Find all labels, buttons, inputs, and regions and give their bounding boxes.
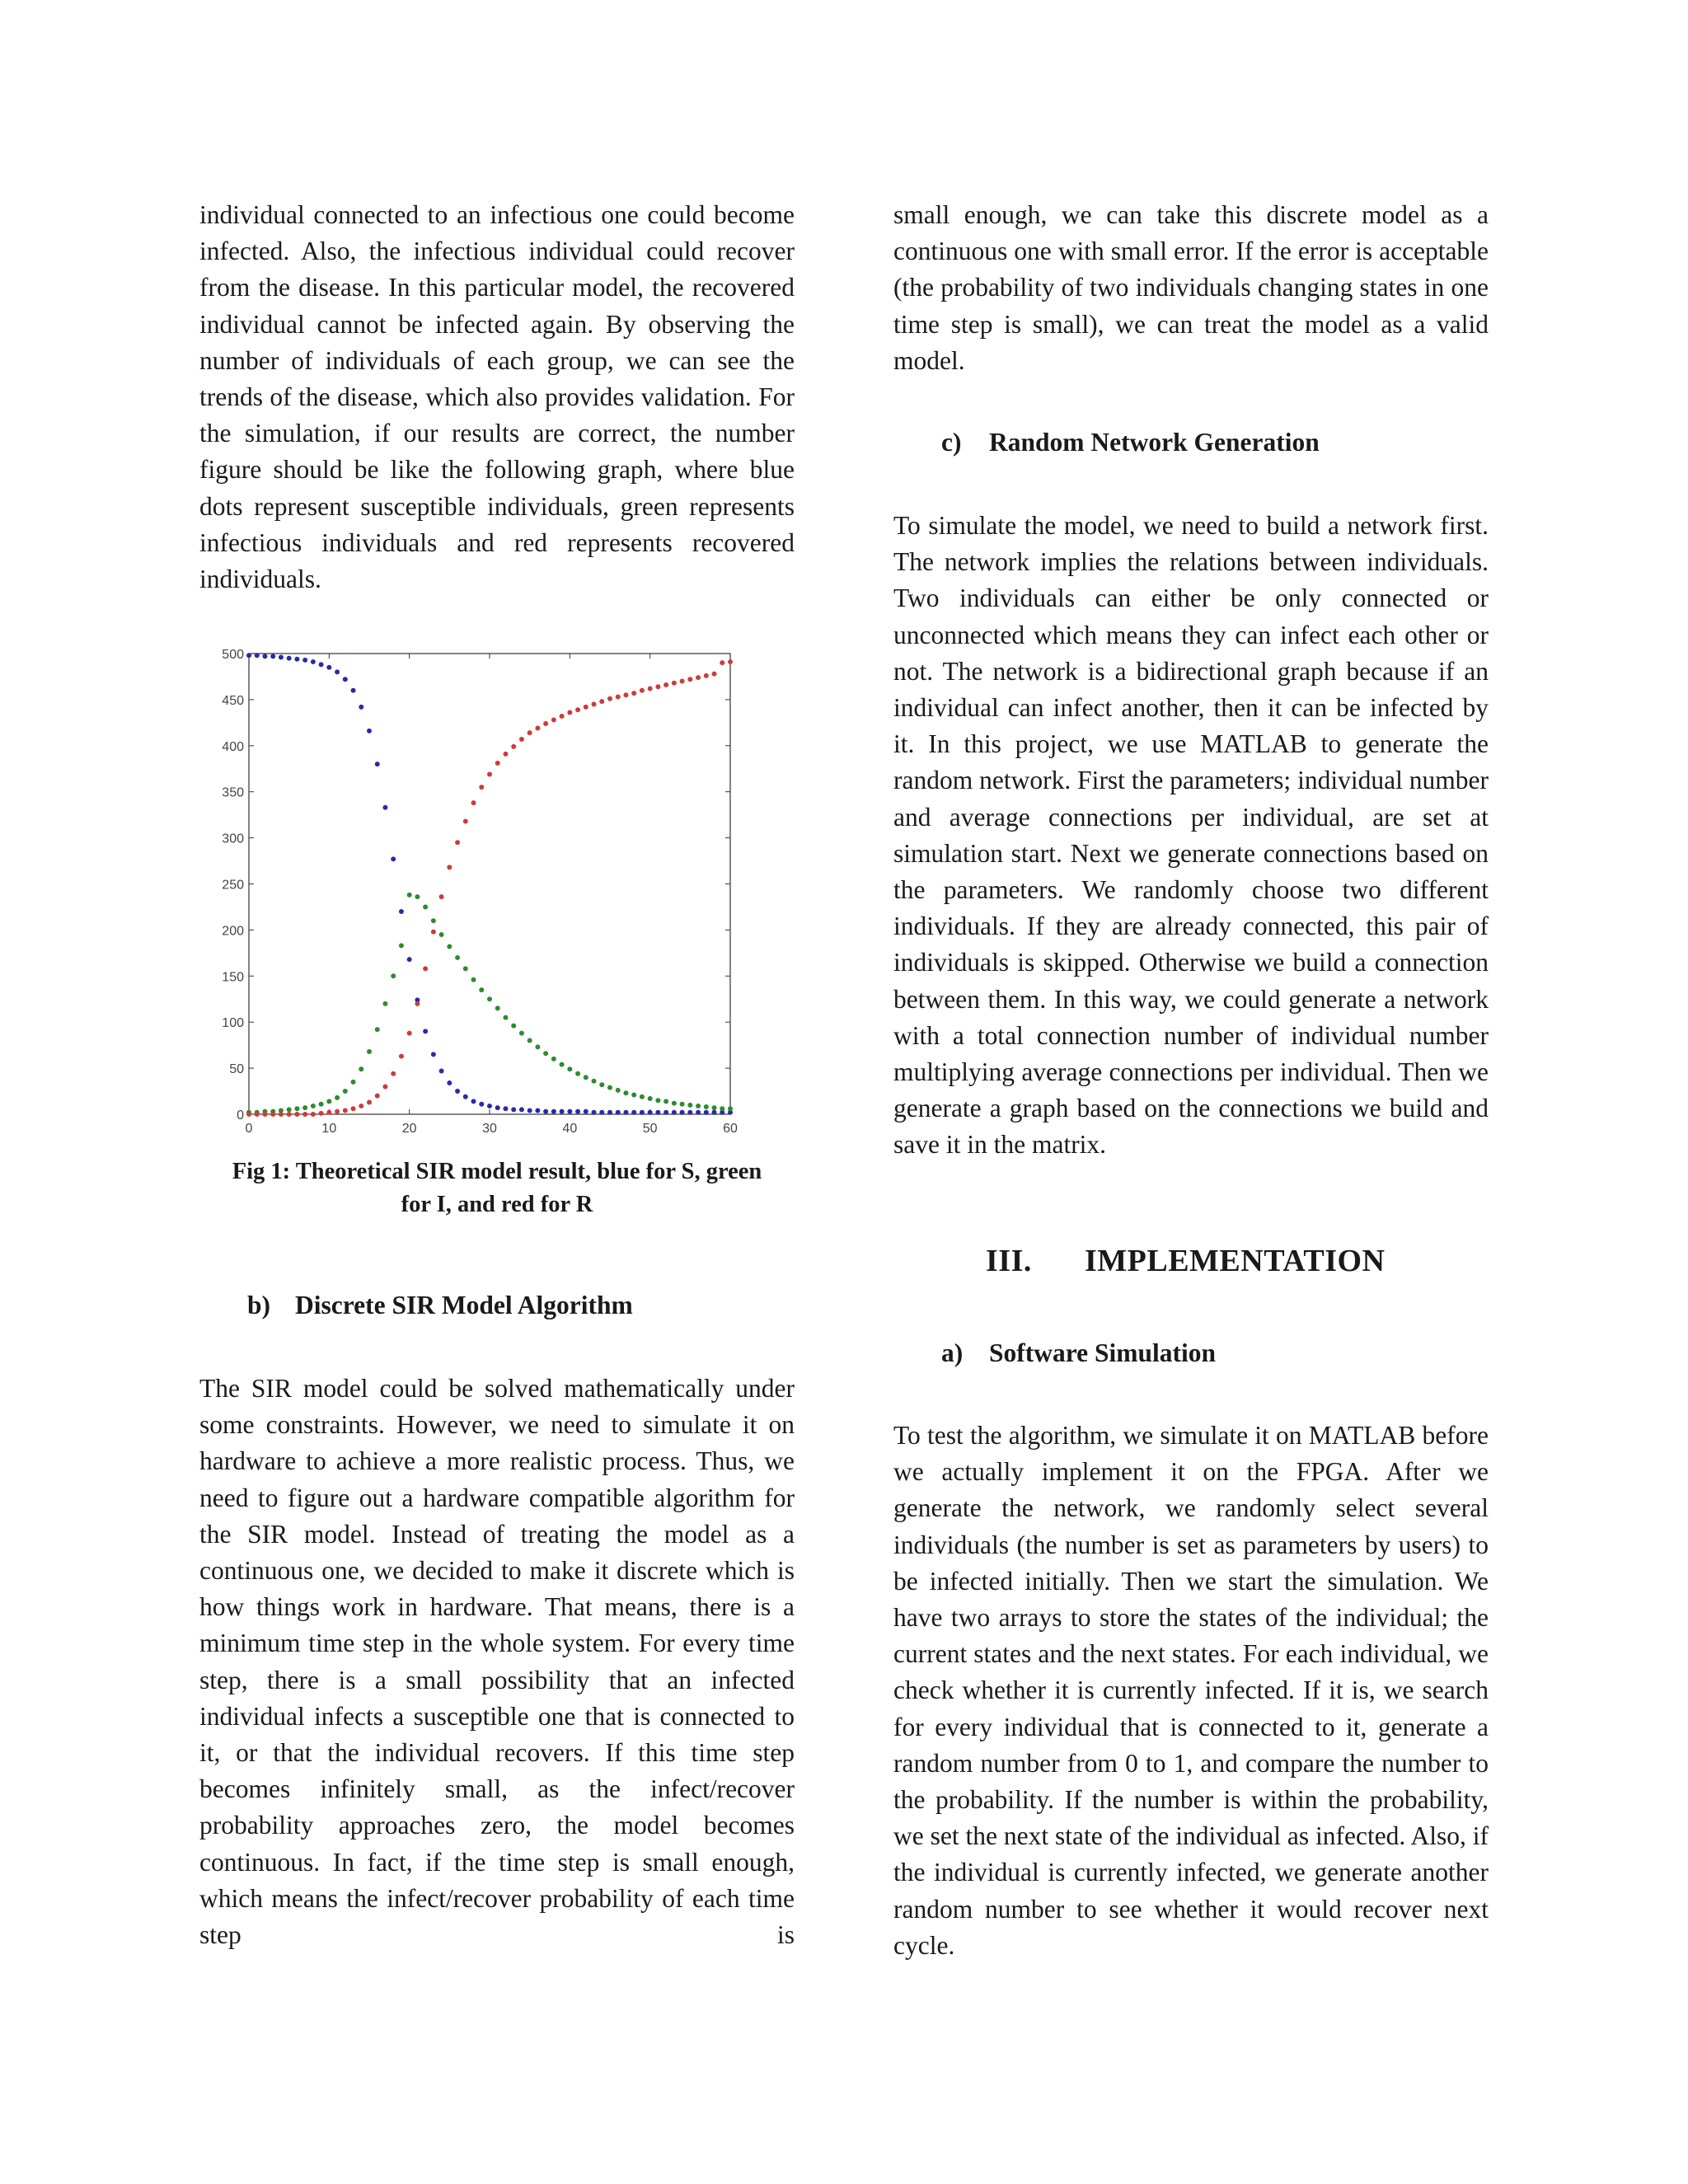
- data-point-i: [535, 1044, 540, 1049]
- y-tick-label: 150: [222, 970, 244, 985]
- data-point-s: [471, 1099, 476, 1104]
- subsection-a-body: [893, 1418, 1489, 1964]
- data-point-i: [607, 1085, 612, 1090]
- figure-caption-line2: for I, and red for R: [401, 1192, 593, 1217]
- data-point-s: [687, 1110, 692, 1115]
- data-point-i: [672, 1101, 677, 1106]
- data-point-r: [648, 686, 653, 691]
- data-point-s: [631, 1110, 636, 1115]
- figure-caption-line1: Fig 1: Theoretical SIR model result, blue for S, green: [232, 1159, 762, 1184]
- data-point-r: [592, 701, 597, 706]
- data-point-i: [415, 894, 420, 899]
- data-point-s: [712, 1110, 717, 1115]
- subsection-b-heading: [199, 1287, 795, 1324]
- x-tick-label: 50: [642, 1122, 658, 1136]
- plot-frame: [249, 654, 730, 1114]
- data-point-i: [447, 944, 452, 949]
- data-point-i: [720, 1106, 724, 1111]
- data-point-i: [326, 1099, 331, 1104]
- data-point-i: [680, 1102, 685, 1107]
- data-point-i: [382, 1001, 387, 1006]
- data-point-r: [535, 726, 540, 731]
- data-point-r: [599, 699, 604, 704]
- data-point-s: [535, 1108, 540, 1113]
- y-tick-label: 350: [222, 785, 244, 800]
- data-point-r: [623, 692, 628, 697]
- data-point-r: [503, 752, 508, 757]
- data-point-i: [584, 1075, 588, 1080]
- data-point-i: [560, 1062, 565, 1067]
- data-point-s: [519, 1107, 524, 1112]
- data-point-s: [560, 1109, 565, 1114]
- data-point-r: [655, 684, 660, 689]
- data-point-r: [326, 1110, 331, 1115]
- data-point-r: [439, 894, 444, 899]
- data-point-s: [607, 1110, 612, 1115]
- data-point-s: [391, 856, 396, 861]
- subsection-c-label: c): [941, 428, 962, 457]
- y-tick-label: 250: [222, 878, 244, 893]
- y-tick-label: 500: [222, 648, 244, 662]
- data-point-r: [511, 744, 516, 749]
- data-point-r: [311, 1112, 316, 1117]
- left-column: [199, 197, 795, 598]
- data-point-r: [687, 677, 692, 682]
- data-point-s: [567, 1109, 572, 1114]
- data-point-i: [471, 977, 476, 982]
- intro-paragraph: individual connected to an infectious one could become infected. Also, the infectious individual could recover from the disease. In this particular model, the recovered individual cannot be infected again. By observing the number of individuals of each group, we can see the trends of the disease, which also provides validation. For the simulation, if our results are correct, the number figure should be like the following graph, where blue dots represent susceptible individuals, green represents infectious individuals and red represents recovered individuals.: [199, 200, 795, 594]
- data-point-r: [455, 840, 460, 845]
- data-point-i: [351, 1080, 356, 1085]
- data-point-i: [528, 1038, 532, 1043]
- data-point-i: [623, 1090, 628, 1095]
- data-point-r: [607, 696, 612, 701]
- data-point-r: [359, 1104, 363, 1108]
- data-point-s: [455, 1089, 460, 1094]
- x-tick-label: 10: [321, 1122, 337, 1136]
- y-tick-label: 450: [222, 693, 244, 708]
- data-point-s: [351, 688, 356, 693]
- subsection-b: [199, 1287, 795, 1324]
- data-point-i: [640, 1094, 645, 1099]
- data-point-s: [407, 957, 412, 962]
- data-point-s: [575, 1109, 580, 1114]
- data-point-s: [439, 1068, 444, 1073]
- data-point-i: [302, 1105, 307, 1110]
- data-point-i: [663, 1099, 668, 1104]
- data-point-s: [319, 662, 324, 667]
- data-point-i: [335, 1095, 340, 1100]
- data-point-i: [712, 1105, 717, 1110]
- data-point-r: [382, 1084, 387, 1089]
- data-point-r: [631, 691, 636, 696]
- data-point-i: [495, 1005, 500, 1010]
- data-point-s: [584, 1109, 588, 1114]
- data-point-s: [262, 654, 267, 658]
- data-point-s: [270, 654, 275, 658]
- data-point-s: [503, 1106, 508, 1111]
- data-point-r: [391, 1071, 396, 1076]
- data-point-s: [599, 1110, 604, 1115]
- data-point-s: [399, 909, 404, 914]
- data-point-r: [560, 714, 565, 719]
- data-point-r: [423, 966, 428, 971]
- data-point-r: [528, 730, 532, 735]
- subsection-c-heading: [893, 424, 1489, 461]
- data-point-i: [479, 987, 484, 992]
- data-point-r: [519, 737, 524, 742]
- data-point-s: [479, 1102, 484, 1107]
- data-point-i: [575, 1071, 580, 1076]
- data-point-r: [287, 1112, 292, 1117]
- data-point-r: [279, 1112, 284, 1117]
- section-iii: [986, 1243, 1497, 1279]
- data-point-i: [599, 1082, 604, 1087]
- data-point-s: [287, 656, 292, 661]
- data-point-s: [655, 1110, 660, 1115]
- data-point-r: [270, 1112, 275, 1117]
- subsection-a: [893, 1335, 1489, 1371]
- x-tick-label: 40: [562, 1122, 578, 1136]
- data-point-i: [463, 966, 468, 971]
- x-tick-label: 20: [401, 1122, 417, 1136]
- data-point-r: [407, 1031, 412, 1036]
- data-point-s: [487, 1104, 492, 1108]
- data-point-s: [511, 1107, 516, 1112]
- data-point-s: [528, 1108, 532, 1113]
- data-point-r: [471, 800, 476, 805]
- data-point-r: [487, 771, 492, 776]
- data-point-i: [503, 1015, 508, 1020]
- data-point-r: [712, 672, 717, 677]
- data-point-r: [255, 1112, 260, 1117]
- data-point-r: [463, 818, 468, 823]
- x-tick-label: 30: [482, 1122, 497, 1136]
- data-point-r: [543, 721, 548, 726]
- subsection-c: [893, 424, 1489, 461]
- data-point-s: [431, 1052, 436, 1057]
- data-point-s: [279, 654, 284, 659]
- data-point-r: [431, 930, 436, 935]
- data-point-i: [407, 893, 412, 898]
- data-point-r: [663, 682, 668, 687]
- figure-caption: [199, 1155, 795, 1221]
- continuation-paragraph: small enough, we can take this discrete model as a continuous one with small error. If the error is acceptable (the probability of two individuals changing states in one time step is small), we can treat the model as a valid model.: [893, 200, 1489, 375]
- data-point-s: [375, 762, 380, 766]
- subsection-a-title: Software Simulation: [989, 1338, 1217, 1367]
- data-point-r: [551, 717, 556, 722]
- data-point-r: [720, 660, 724, 665]
- data-point-r: [495, 761, 500, 766]
- subsection-b-body: [199, 1371, 795, 1953]
- data-point-r: [680, 679, 685, 684]
- data-point-s: [463, 1094, 468, 1099]
- y-tick-label: 100: [222, 1016, 244, 1031]
- section-title: IMPLEMENTATION: [1085, 1244, 1386, 1278]
- data-point-s: [343, 677, 348, 682]
- data-point-i: [631, 1093, 636, 1098]
- data-point-r: [479, 785, 484, 790]
- data-point-r: [415, 1001, 420, 1006]
- data-point-r: [704, 673, 709, 678]
- data-point-i: [728, 1106, 733, 1111]
- y-tick-label: 400: [222, 739, 244, 754]
- data-point-i: [423, 904, 428, 909]
- data-point-r: [567, 710, 572, 715]
- data-point-i: [648, 1096, 653, 1101]
- data-point-s: [302, 658, 307, 663]
- subsection-c-body: [893, 508, 1489, 1164]
- data-point-r: [351, 1106, 356, 1111]
- data-point-s: [592, 1110, 597, 1115]
- data-point-i: [319, 1102, 324, 1107]
- data-point-i: [311, 1104, 316, 1108]
- data-point-r: [375, 1094, 380, 1099]
- data-point-s: [326, 665, 331, 670]
- data-point-r: [696, 675, 701, 680]
- y-tick-label: 200: [222, 924, 244, 939]
- data-point-r: [262, 1112, 267, 1117]
- y-tick-label: 0: [237, 1108, 244, 1122]
- data-point-i: [431, 918, 436, 923]
- subsection-b-title: Discrete SIR Model Algorithm: [295, 1291, 633, 1319]
- data-point-s: [246, 653, 251, 658]
- data-point-s: [551, 1109, 556, 1114]
- data-point-i: [455, 955, 460, 960]
- data-point-i: [551, 1057, 556, 1062]
- data-point-r: [246, 1112, 251, 1117]
- section-number: III.: [986, 1244, 1032, 1278]
- subsection-a-heading: [893, 1335, 1489, 1371]
- sir-chart: [216, 645, 743, 1148]
- data-point-r: [343, 1108, 348, 1113]
- subsection-a-paragraph: To test the algorithm, we simulate it on MATLAB before we actually implement it on the FPGA. After we generate the network, we randomly select several individuals (the number is set as parameters by users) to be infected initially. Then we start the simulation. We have two arrays to store the states of the individual; the current states and the next states. For each individual, we check whether it is currently infected. If it is, we search for every individual that is connected to it, generate a random number from 0 to 1, and compare the number to the probability. If the number is within the probability, we set the next state of the individual as infected. Also, if the individual is currently infected, we generate another random number to see whether it would recover next cycle.: [893, 1421, 1489, 1960]
- data-point-i: [511, 1024, 516, 1029]
- data-point-s: [447, 1080, 452, 1085]
- data-point-s: [367, 729, 372, 733]
- data-point-r: [367, 1099, 372, 1104]
- data-point-r: [584, 705, 588, 710]
- data-point-s: [359, 705, 363, 710]
- data-point-i: [294, 1106, 299, 1111]
- data-point-r: [616, 695, 621, 700]
- subsection-a-label: a): [941, 1338, 964, 1367]
- data-point-s: [335, 669, 340, 674]
- data-point-i: [655, 1098, 660, 1103]
- data-point-i: [343, 1089, 348, 1094]
- data-point-s: [696, 1110, 701, 1115]
- subsection-c-paragraph: To simulate the model, we need to build a network first. The network implies the relations between individuals. Two individuals can either be only connected or unconnected which means they can infect each other or not. The network is a bidirectional graph because if an individual can infect another, then it can be infected by it. In this project, we use MATLAB to generate the random network. First the parameters; individual number and average connections per individual, are set at simulation start. Next we generate connections based on the parameters. We randomly choose two different individuals. If they are already connected, this pair of individuals is skipped. Otherwise we build a connection between them. In this way, we could generate a network with a total connection number of individual number multiplying average connections per individual. Then we generate a graph based on the connections we build and save it in the matrix.: [893, 511, 1489, 1160]
- data-point-i: [687, 1103, 692, 1108]
- data-point-s: [543, 1109, 548, 1114]
- data-point-i: [391, 973, 396, 978]
- data-point-r: [575, 707, 580, 712]
- data-point-r: [294, 1112, 299, 1117]
- data-point-s: [663, 1110, 668, 1115]
- right-column: [893, 197, 1489, 379]
- data-point-s: [648, 1110, 653, 1115]
- data-point-s: [311, 659, 316, 664]
- data-point-r: [319, 1111, 324, 1116]
- data-point-s: [704, 1110, 709, 1115]
- data-point-i: [567, 1066, 572, 1071]
- y-tick-label: 300: [222, 832, 244, 846]
- data-point-r: [640, 688, 645, 693]
- data-point-i: [592, 1079, 597, 1084]
- data-point-s: [680, 1110, 685, 1115]
- subsection-c-title: Random Network Generation: [989, 428, 1320, 457]
- data-point-s: [623, 1110, 628, 1115]
- data-point-i: [519, 1031, 524, 1036]
- data-point-s: [255, 653, 260, 658]
- data-point-i: [287, 1107, 292, 1112]
- data-point-i: [359, 1066, 363, 1071]
- data-point-r: [672, 681, 677, 686]
- section-heading: [986, 1243, 1497, 1279]
- x-tick-label: 60: [723, 1122, 738, 1136]
- data-point-i: [375, 1027, 380, 1032]
- data-point-i: [367, 1049, 372, 1054]
- data-point-r: [335, 1109, 340, 1114]
- data-point-s: [294, 657, 299, 662]
- data-point-i: [616, 1088, 621, 1093]
- data-point-s: [382, 805, 387, 810]
- data-point-s: [495, 1105, 500, 1110]
- data-point-i: [696, 1104, 701, 1108]
- data-point-s: [616, 1110, 621, 1115]
- data-point-i: [399, 943, 404, 948]
- subsection-b-label: b): [247, 1291, 271, 1319]
- data-point-r: [447, 865, 452, 869]
- data-point-r: [728, 659, 733, 664]
- data-point-s: [640, 1110, 645, 1115]
- data-point-i: [439, 932, 444, 937]
- x-tick-label: 0: [245, 1122, 253, 1136]
- data-point-i: [704, 1104, 709, 1109]
- data-point-s: [423, 1029, 428, 1033]
- data-point-r: [399, 1054, 404, 1059]
- sir-figure: [216, 645, 743, 1148]
- data-point-s: [672, 1110, 677, 1115]
- y-tick-label: 50: [229, 1062, 244, 1077]
- data-point-i: [487, 996, 492, 1001]
- data-point-i: [543, 1051, 548, 1056]
- subsection-b-paragraph: The SIR model could be solved mathematically under some constraints. However, we need to simulate it on hardware to achieve a more realistic process. Thus, we need to figure out a hardware compatible algorithm for the SIR model. Instead of treating the model as a continuous one, we decided to make it discrete which is how things work in hardware. That means, there is a minimum time step in the whole system. For every time step, there is a small possibility that an infected individual infects a susceptible one that is connected to it, or that the individual recovers. If this time step becomes infinitely small, as the infect/recover probability approaches zero, the model becomes continuous. In fact, if the time step is small enough, which means the infect/recover probability of each time step is: [199, 1374, 795, 1950]
- data-point-r: [302, 1112, 307, 1117]
